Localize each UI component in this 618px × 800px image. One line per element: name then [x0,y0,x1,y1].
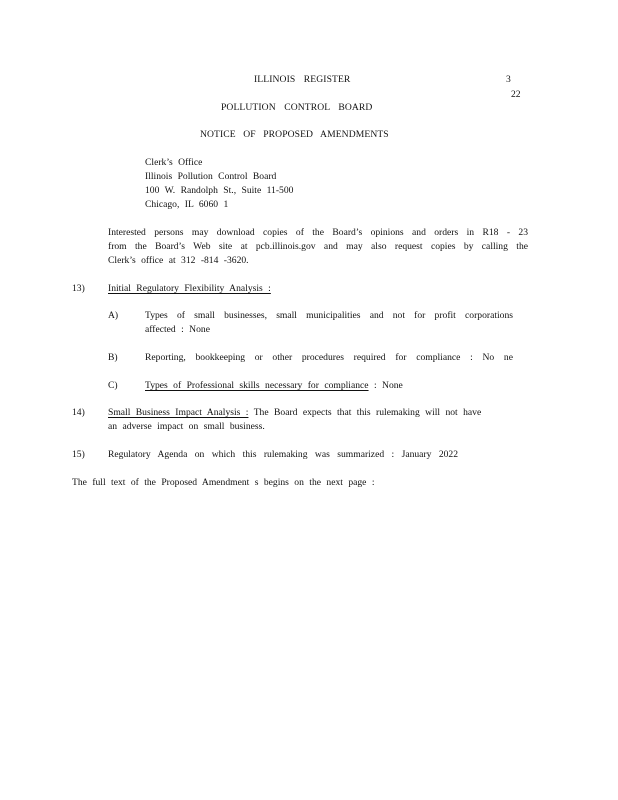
address-line-2: Illinois Pollution Control Board [145,171,277,182]
board-title: POLLUTION CONTROL BOARD [221,102,373,113]
section-13-c-letter: C) [108,380,118,391]
section-13-c-title: Types of Professional skills necessary for compliance [145,380,369,391]
section-14-number: 14) [72,407,85,418]
section-13-b-letter: B) [108,352,118,363]
section-14-title: Small Business Impact Analysis : [108,407,249,418]
section-13-c-value: : None [373,380,403,391]
page-number-suffix: 22 [511,89,521,100]
register-title: ILLINOIS REGISTER [254,74,351,85]
page-number: 3 [506,74,511,85]
notice-title: NOTICE OF PROPOSED AMENDMENTS [200,129,389,140]
address-line-1: Clerk’s Office [145,157,203,168]
download-paragraph-line-1: Interested persons may download copies of the Board’s opinions and orders in R18 - 23 [108,227,528,238]
address-line-3: 100 W. Randolph St., Suite 11-500 [145,185,294,196]
closing-text: The full text of the Proposed Amendment s begins on the next page : [72,477,375,488]
address-line-4: Chicago, IL 6060 1 [145,199,229,210]
section-14-line-1 [108,407,481,419]
section-14-text-line-1: The Board expects that this rulemaking will not have [253,407,482,418]
section-13-b-text: Reporting, bookkeeping or other procedures required for compliance : No ne [145,352,513,363]
section-13-a-text-line-1: Types of small businesses, small municipalities and not for profit corporations [145,310,513,321]
section-15-text: Regulatory Agenda on which this rulemaking was summarized : January 2022 [108,449,459,460]
section-13-a-letter: A) [108,310,119,321]
section-15-number: 15) [72,449,85,460]
section-14-text-line-2: an adverse impact on small business. [108,421,265,432]
section-13-title: Initial Regulatory Flexibility Analysis : [108,283,271,294]
section-13-c-line [145,380,403,392]
section-13-a-text-line-2: affected : None [145,324,210,335]
download-paragraph-line-3: Clerk’s office at 312 -814 -3620. [108,255,249,266]
download-paragraph-line-2: from the Board’s Web site at pcb.illinois.gov and may also request copies by calling the [108,241,528,252]
section-13-number: 13) [72,283,85,294]
